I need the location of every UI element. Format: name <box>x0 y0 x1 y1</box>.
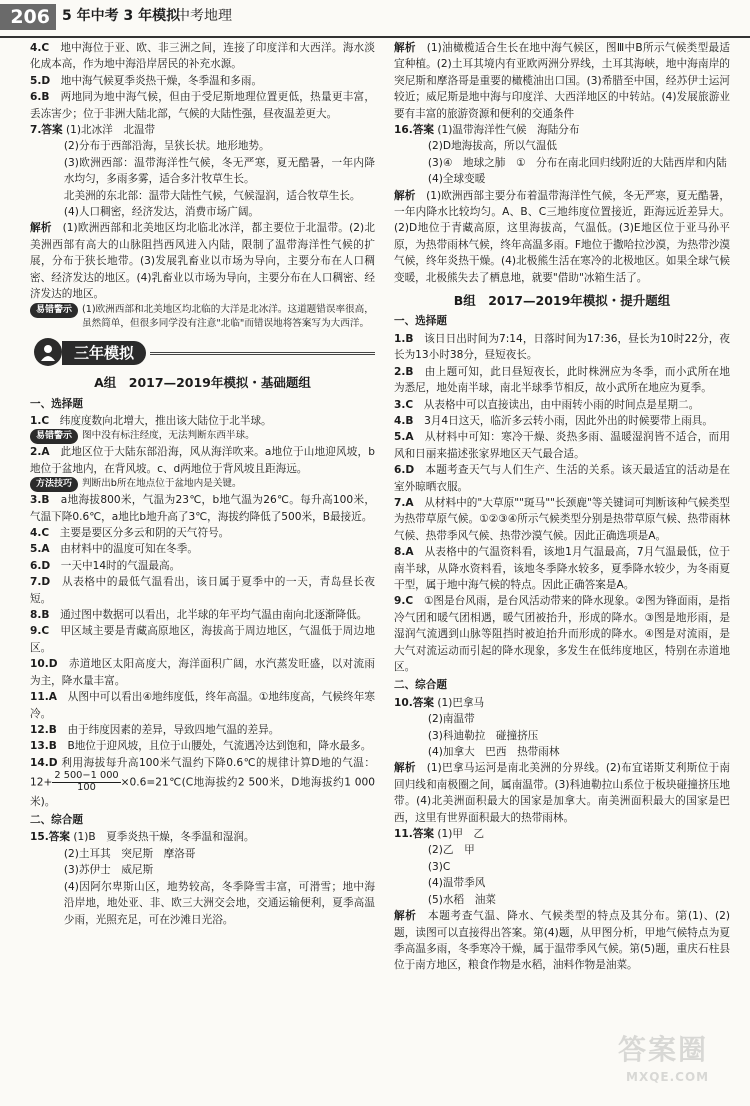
answer-number: 8.B <box>30 609 50 622</box>
answer-item <box>30 722 375 738</box>
answer-label: 16.答案 <box>394 124 434 137</box>
analysis-label: 解析 <box>394 42 416 54</box>
answer-line: (1)北冰洋 北温带 <box>65 124 156 137</box>
mascot-icon <box>34 338 62 366</box>
question-16 <box>394 122 730 286</box>
answer-item <box>30 89 375 122</box>
answer-item <box>394 593 730 675</box>
group-b-title: B组 2017—2019年模拟・提升题组 <box>453 293 671 309</box>
answer-number: 8.A <box>394 546 414 559</box>
answer-line: (4)人口稠密，经济发达，消费市场广阔。 <box>63 206 260 219</box>
section-banner <box>30 338 375 368</box>
answer-number: 5.D <box>30 74 51 87</box>
answer-number: 5.A <box>30 543 50 556</box>
answer-line: 北美洲的东北部：温带大陆性气候，气候湿润，适合牧草生长。 <box>63 189 361 202</box>
answer-text: 从表格中的最低气温看出，该日属于夏季中的一天，青岛昼长夜短。 <box>30 576 376 605</box>
answer-text: 图中没有标注经度，无法判断东西半球。 <box>82 430 255 442</box>
analysis-label: 解析 <box>30 222 52 235</box>
answer-number: 6.D <box>30 559 51 572</box>
question-14 <box>30 755 375 810</box>
analysis-text: (1)油橄榄适合生长在地中海气候区，图Ⅲ中B所示气候类型最适宜种植。(2)土耳其境内有亚欧两洲分界线，土耳其海峡，地中海南岸的突尼斯和摩洛哥是重要的橄榄油出口国。(3)希腊至中国，经苏伊士运河较近；威尼斯是地中海与印度洋、大西洋地区的中转站。(4)发展旅游业要有丰富的旅游资源和便利的交通条件 <box>394 42 731 120</box>
analysis-text: (1)欧洲西部主要分布着温带海洋性气候，冬无严寒，夏无酷暑，一年内降水比较均匀。A、B、C三地纬度位置接近，距海远近差异大。(2)D地位于青藏高原，这里海拔高，气温低。(3)E地区位于亚马孙平原，为热带雨林气候，终年高温多雨。F地位于撒哈拉沙漠，为热带沙漠气候，终年炎热干燥。(4)北极熊生活在寒冷的北极地区。如果全球气候变暖，北极熊失去了栖息地，就要"借助"冰箱生活了。 <box>394 189 730 284</box>
note-tag: 易错警示 <box>30 429 78 444</box>
answer-line: (2)南温带 <box>427 713 475 726</box>
banner-rule <box>150 352 375 355</box>
answer-number: 10.D <box>30 658 58 671</box>
answer-text: 两地同为地中海气候，但由于受尼斯地理位置更低，热量更丰富，丢冻害少；位于非洲大陆北部，气候的大陆性强，昼夜温差更大。 <box>30 91 375 120</box>
answer-number: 4.B <box>394 414 414 427</box>
answer-number: 12.B <box>30 723 57 736</box>
answer-text: 判断出b所在地点位于盆地内是关键。 <box>82 478 242 490</box>
question-11 <box>394 826 730 974</box>
note-tag: 方法技巧 <box>30 477 78 492</box>
answer-number: 2.B <box>394 365 414 378</box>
error-note <box>30 303 375 333</box>
answer-text: 地中海气候夏季炎热干燥，冬季温和多雨。 <box>60 74 263 87</box>
answer-line: (2)乙 甲 <box>427 844 475 857</box>
analysis-label: 解析 <box>394 189 416 202</box>
site-watermark <box>618 1024 736 1094</box>
fraction-denominator: 100 <box>77 781 96 793</box>
answer-line: (3)④ 地球之肺 ① 分布在南北回归线附近的大陆西岸和内陆 <box>427 156 727 169</box>
note-text: (1)欧洲西部和北美地区均北临的大洋是北冰洋。这道题错误率很高，虽然简单，但很多同学没有注意"北临"而错误地将答案写为大西洋。 <box>82 303 374 330</box>
answer-item <box>30 40 375 73</box>
answer-text: 从材料中的"大草原""斑马""长颈鹿"等关键词可判断该种气候类型为热带草原气候。①②③④所示气候类型分别是热带草原气候、热带雨林气候、热带季风气候、热带沙漠气候。因此正确选项是A。 <box>394 496 731 542</box>
answer-item <box>394 462 730 495</box>
answer-line: (4)因阿尔卑斯山区，地势较高，冬季降雪丰富，可滑雪；地中海沿岸地，地处亚、非、欧三大洲交会地，交通运输便利，夏季高温少雨，光照充足，可在沙滩日光浴。 <box>63 880 375 926</box>
analysis-text: (1)欧洲西部和北美地区均北临北冰洋，都主要位于北温带。(2)北美洲西部有高大的山脉阻挡西风进入内陆，限制了温带海洋性气候的扩展，分布于狭长地带。(3)发展乳畜业以市场为导向，主要分布在人口稠密、经济发达的地区。(4)乳畜业以市场为导向，主要分布在人口稠密、经济发达的地区。 <box>30 222 376 301</box>
answer-text: 从表格中可以直接读出，由中雨转小雨的时间点是星期二。 <box>423 398 700 411</box>
book-title: 5 年中考 3 年模拟 <box>62 8 181 24</box>
answer-item <box>30 738 375 754</box>
answer-number: 9.C <box>394 595 414 608</box>
section-heading: 一、选择题 <box>394 315 447 328</box>
answer-line: (4)温带季风 <box>427 877 486 890</box>
question-10 <box>394 695 730 826</box>
answer-text: 从表格中的气温资料看，该地1月气温最高，7月气温最低，位于南半球，从降水资料看，该地冬季降水较多，夏季降水较少，为冬雨夏干型，属于地中海气候的特点。因此正确答案是A。 <box>394 546 730 591</box>
right-column <box>394 40 730 974</box>
answer-line: (2)土耳其 突尼斯 摩洛哥 <box>63 847 196 860</box>
answer-number: 5.A <box>394 431 414 444</box>
answer-text: 该日日出时间为7:14，日落时间为17:36，昼长为10时22分，夜长为13小时38分，昼短夜长。 <box>394 332 731 362</box>
answer-text: B地位于迎风坡，且位于山腰处，气流遇冷达到饱和，降水最多。 <box>67 740 372 753</box>
answer-line: (1)温带海洋性气候 海陆分布 <box>437 124 580 137</box>
answer-label: 7.答案 <box>30 124 63 137</box>
answer-item <box>30 607 375 623</box>
answer-number: 9.C <box>30 625 50 638</box>
answer-number: 6.D <box>394 464 415 477</box>
answer-number: 4.C <box>30 527 50 540</box>
answer-item <box>394 429 730 462</box>
answer-item <box>394 331 730 364</box>
answer-text: 本题考查天气与人们生产、生活的关系。该天最适宜的活动是在室外晾晒衣服。 <box>394 464 730 493</box>
analysis-label: 解析 <box>394 762 416 775</box>
answer-item <box>30 558 375 574</box>
answer-text: a地海拔800米，气温为23℃，b地气温为26℃。每升高100米，气温下降0.6℃，a地比b地升高了3℃，海拔约降低了500米，B最接近。 <box>30 494 376 523</box>
answer-text: 从材料中可知：寒冷干燥、炎热多雨、温暖湿润皆不适合，而用风和日丽来描述张家界地区天气最合适。 <box>394 431 731 460</box>
answer-number: 4.C <box>30 42 50 54</box>
answer-item <box>30 574 375 607</box>
answer-label: 15.答案 <box>30 831 70 844</box>
answer-text: 从图中可以看出④地纬度低，终年高温。①地纬度高，气候终年寒冷。 <box>30 691 376 720</box>
answer-item <box>394 397 730 413</box>
answer-line: (2)D地海拔高，所以气温低 <box>427 140 558 153</box>
answer-text: 甲区域主要是青藏高原地区，海拔高于周边地区，气温低于周边地区。 <box>30 625 376 654</box>
answer-text: 纬度度数向北增大，推出该大陆位于北半球。 <box>59 415 272 427</box>
answer-item <box>30 73 375 89</box>
answers-top <box>30 40 375 122</box>
answer-item <box>30 525 375 541</box>
answer-line: (5)水稻 油菜 <box>427 893 496 906</box>
answer-line: (4)加拿大 巴西 热带雨林 <box>427 746 560 759</box>
answer-text: 主要是要区分多云和阴的天气符号。 <box>59 527 230 540</box>
section-heading: 一、选择题 <box>30 397 83 410</box>
watermark-url: MXQE.COM <box>626 1070 710 1084</box>
answer-number: 14.D <box>30 756 58 769</box>
answer-number: 11.A <box>30 691 57 704</box>
tip-note <box>30 429 375 444</box>
group-a-answers <box>30 413 375 755</box>
answer-line: (3)欧洲西部：温带海洋性气候，冬无严寒，夏无酷暑，一年内降水均匀，多雨多雾，适合多汁牧草生长。 <box>63 156 375 186</box>
answer-text: 通过图中数据可以看出，北半球的年平均气温由南向北逐渐降低。 <box>60 609 368 622</box>
answer-text: 由于纬度因素的差异，导致四地气温的差异。 <box>67 723 280 736</box>
answer-item <box>30 444 375 477</box>
answer-item <box>394 495 730 544</box>
answer-item <box>394 364 730 397</box>
group-b-answers <box>394 331 730 676</box>
analysis-label: 解析 <box>394 910 417 923</box>
answer-line: (1)B 夏季炎热干燥，冬季温和湿润。 <box>73 831 255 844</box>
left-column <box>30 40 375 928</box>
answer-text: ①图是台风雨，是台风活动带来的降水现象。②图为锋面雨，是指冷气团和暖气团相遇，暖气团被抬升，形成的降水。③图是地形雨，是湿润气流遇到山脉等阻挡时被迫抬升而形成的降水。④图是对流雨，是大气对流运动而引起的降水现象，多发生在低纬度地区，特别在赤道地区。 <box>394 595 731 673</box>
page-header <box>0 0 750 38</box>
answer-item <box>30 689 375 722</box>
note-tag: 易错警示 <box>30 303 78 318</box>
section-heading: 二、综合题 <box>30 814 83 827</box>
answer-line: (3)苏伊士 威尼斯 <box>63 864 154 877</box>
answer-text: 一天中14时的气温最高。 <box>60 559 181 572</box>
fraction-numerator: 2 500−1 000 <box>54 770 119 782</box>
answer-line: (1)巴拿马 <box>437 696 485 709</box>
answer-number: 2.A <box>30 446 50 459</box>
answer-line: (3)C <box>427 860 451 873</box>
answer-number: 3.B <box>30 494 50 507</box>
question-7 <box>30 122 375 332</box>
answer-line: (2)分布于西部沿海，呈狭长状。地形地势。 <box>63 140 270 153</box>
subject-label: 中考地理 <box>176 8 232 24</box>
answer-text: 地中海位于亚、欧、非三洲之间，连接了印度洋和大西洋。海水淡化成本高，作为地中海沿岸居民的补充水源。 <box>30 42 376 71</box>
answer-text: 由材料中的温度可知在冬季。 <box>60 543 198 556</box>
question-15 <box>30 829 375 927</box>
answer-number: 1.B <box>394 332 414 345</box>
answer-line: (3)科迪勒拉 碰撞挤压 <box>427 729 539 742</box>
answer-text: 此地区位于大陆东部沿海，风从海洋吹来。a地位于山地迎风坡，b地位于盆地内，在背风坡。c、d两地位于背风坡且距海远。 <box>30 446 376 475</box>
answer-number: 3.C <box>394 398 414 411</box>
section-heading: 二、综合题 <box>394 679 447 692</box>
answer-label: 10.答案 <box>394 696 434 709</box>
answer-item <box>30 413 375 429</box>
analysis-text: 本题考查气温、降水、气候类型的特点及其分布。第(1)、(2)题，读图可以直接得出答案。第(4)题，从甲图分析，甲地气候特点为夏季高温多雨，冬季寒冷干燥，属于温带季风气候。第(5)题，重庆石柱县位于南方地区，粮食作物是水稻，油料作物是油菜。 <box>394 910 731 972</box>
answer-number: 7.A <box>394 496 414 509</box>
answer-item <box>30 492 375 525</box>
answer-number: 7.D <box>30 576 51 589</box>
answer-label: 11.答案 <box>394 828 434 841</box>
answer-text: 由上题可知，此日昼短夜长，此时株洲应为冬季，而小武所在地为悉尼，地处南半球，南北半球季节相反，故小武所在地应为夏季。 <box>394 365 731 395</box>
answer-line: (1)甲 乙 <box>437 828 485 841</box>
tip-note <box>30 477 375 492</box>
answer-item <box>394 544 730 593</box>
answer-text: 3月4日这天，临沂多云转小雨，因此外出的时候要带上雨具。 <box>424 414 713 427</box>
answer-line: (4)全球变暖 <box>427 173 486 186</box>
answer-number: 1.C <box>30 415 50 427</box>
page-number: 206 <box>0 4 56 30</box>
answer-text: 利用海拔每升高100米气温约下降0.6℃的规律计算D地的气温：12+ <box>30 756 375 789</box>
answer-number: 13.B <box>30 740 57 753</box>
answer-item <box>30 656 375 689</box>
answer-item <box>30 541 375 557</box>
answer-item <box>30 623 375 656</box>
answer-text: ×0.6=21℃(C地海拔约2 500米，D地海拔约1 000米)。 <box>30 776 375 808</box>
group-a-title: A组 2017—2019年模拟・基础题组 <box>94 375 311 391</box>
watermark-logo: 答案圈 <box>618 1033 709 1066</box>
answer-number: 6.B <box>30 91 50 104</box>
answer-text: 赤道地区太阳高度大，海洋面积广阔，水汽蒸发旺盛，以对流雨为主，降水量丰富。 <box>30 658 376 687</box>
section-banner-label: 三年模拟 <box>62 341 146 365</box>
analysis-text: (1)巴拿马运河是南北美洲的分界线。(2)布宜诺斯艾利斯位于南回归线和南极圈之间，属南温带。(3)科迪勒拉山系位于板块碰撞挤压地带。(4)北美洲面积最大的国家是加拿大。南美洲面积最大的国家是巴西，这里有世界面积最大的热带雨林。 <box>394 762 731 824</box>
fraction <box>52 771 120 794</box>
answer-item <box>394 413 730 429</box>
